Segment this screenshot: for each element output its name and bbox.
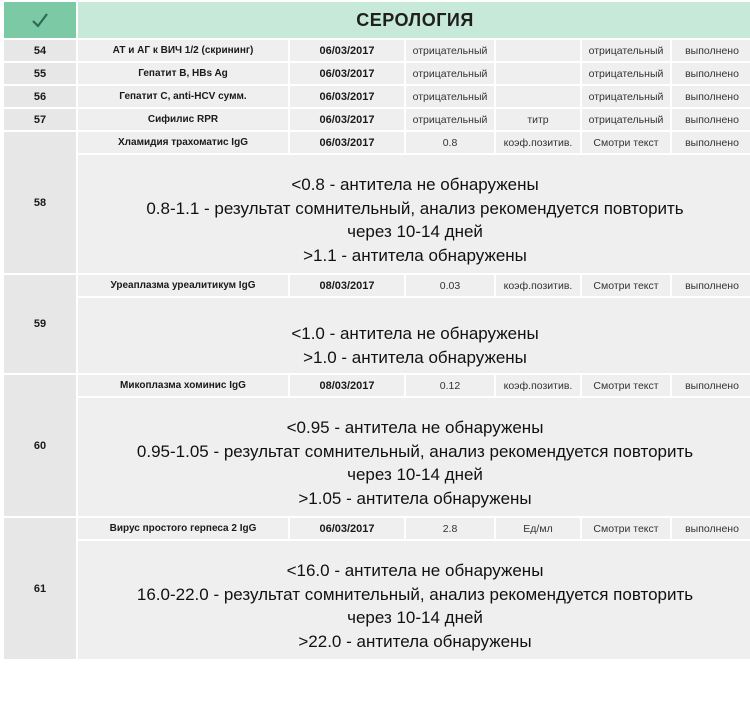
reference-note <box>78 298 750 373</box>
test-result: отрицательный <box>406 86 494 107</box>
test-reference: Смотри текст <box>582 275 670 296</box>
row-number: 54 <box>4 40 76 61</box>
table-row <box>4 275 750 296</box>
note-line: 0.95-1.05 - результат сомнительный, анализ рекомендуется повторить <box>136 441 694 461</box>
test-unit: Ед/мл <box>496 518 580 539</box>
note-line: через 10-14 дней <box>347 222 483 241</box>
row-number: 61 <box>4 518 76 659</box>
test-result: отрицательный <box>406 63 494 84</box>
table-row <box>4 63 750 84</box>
test-date: 06/03/2017 <box>290 40 404 61</box>
test-unit: коэф.позитив. <box>496 132 580 153</box>
note-line: 16.0-22.0 - результат сомнительный, анализ рекомендуется повторить <box>136 584 694 604</box>
reference-note <box>78 398 750 516</box>
row-number: 56 <box>4 86 76 107</box>
test-date: 08/03/2017 <box>290 375 404 396</box>
note-line: через 10-14 дней <box>347 608 483 627</box>
reference-note <box>78 541 750 659</box>
test-date: 06/03/2017 <box>290 518 404 539</box>
note-line: >1.0 - антитела обнаружены <box>303 347 527 367</box>
row-number: 60 <box>4 375 76 516</box>
row-number: 55 <box>4 63 76 84</box>
test-result: 0.03 <box>406 275 494 296</box>
test-status: выполнено <box>672 40 750 61</box>
test-result: отрицательный <box>406 40 494 61</box>
test-unit: титр <box>496 109 580 130</box>
note-line: <0.8 - антитела не обнаружены <box>291 175 539 194</box>
note-line: <1.0 - антитела не обнаружены <box>291 324 539 343</box>
note-line: 0.8-1.1 - результат сомнительный, анализ рекомендуется повторить <box>146 198 684 218</box>
test-name: Гепатит С, anti-HCV сумм. <box>78 86 288 107</box>
row-number: 59 <box>4 275 76 373</box>
test-reference: отрицательный <box>582 40 670 61</box>
serology-table <box>2 0 750 661</box>
note-line: через 10-14 дней <box>347 465 483 484</box>
section-title: СЕРОЛОГИЯ <box>78 2 750 38</box>
row-number: 58 <box>4 132 76 273</box>
test-name: Микоплазма хоминис IgG <box>78 375 288 396</box>
note-line: >1.1 - антитела обнаружены <box>303 245 527 265</box>
test-status: выполнено <box>672 63 750 84</box>
test-status: выполнено <box>672 86 750 107</box>
test-date: 06/03/2017 <box>290 63 404 84</box>
test-date: 08/03/2017 <box>290 275 404 296</box>
test-name: Уреаплазма уреалитикум IgG <box>78 275 288 296</box>
test-reference: Смотри текст <box>582 518 670 539</box>
table-row <box>4 518 750 539</box>
test-reference: отрицательный <box>582 86 670 107</box>
test-status: выполнено <box>672 518 750 539</box>
note-line: <16.0 - антитела не обнаружены <box>286 561 544 580</box>
note-line: >1.05 - антитела обнаружены <box>298 488 532 508</box>
test-result: 0.12 <box>406 375 494 396</box>
test-unit <box>496 63 580 84</box>
table-row <box>4 132 750 153</box>
table-row <box>4 109 750 130</box>
test-date: 06/03/2017 <box>290 109 404 130</box>
test-result: 0.8 <box>406 132 494 153</box>
test-name: Сифилис RPR <box>78 109 288 130</box>
test-unit <box>496 40 580 61</box>
test-reference: отрицательный <box>582 63 670 84</box>
note-line: >22.0 - антитела обнаружены <box>298 631 532 651</box>
test-status: выполнено <box>672 132 750 153</box>
test-unit: коэф.позитив. <box>496 375 580 396</box>
test-status: выполнено <box>672 375 750 396</box>
note-line: <0.95 - антитела не обнаружены <box>286 418 544 437</box>
test-name: Гепатит В, HBs Ag <box>78 63 288 84</box>
reference-note <box>78 155 750 273</box>
test-status: выполнено <box>672 109 750 130</box>
test-result: 2.8 <box>406 518 494 539</box>
test-status: выполнено <box>672 275 750 296</box>
table-row <box>4 40 750 61</box>
select-all-checkbox[interactable] <box>4 2 76 38</box>
test-unit <box>496 86 580 107</box>
test-date: 06/03/2017 <box>290 132 404 153</box>
checkmark-icon <box>29 9 51 31</box>
table-row <box>4 86 750 107</box>
test-result: отрицательный <box>406 109 494 130</box>
test-date: 06/03/2017 <box>290 86 404 107</box>
test-name: Вирус простого герпеса 2 IgG <box>78 518 288 539</box>
test-reference: отрицательный <box>582 109 670 130</box>
test-unit: коэф.позитив. <box>496 275 580 296</box>
test-reference: Смотри текст <box>582 375 670 396</box>
table-row <box>4 375 750 396</box>
test-name: АТ и АГ к ВИЧ 1/2 (скрининг) <box>78 40 288 61</box>
row-number: 57 <box>4 109 76 130</box>
test-reference: Смотри текст <box>582 132 670 153</box>
test-name: Хламидия трахоматис IgG <box>78 132 288 153</box>
